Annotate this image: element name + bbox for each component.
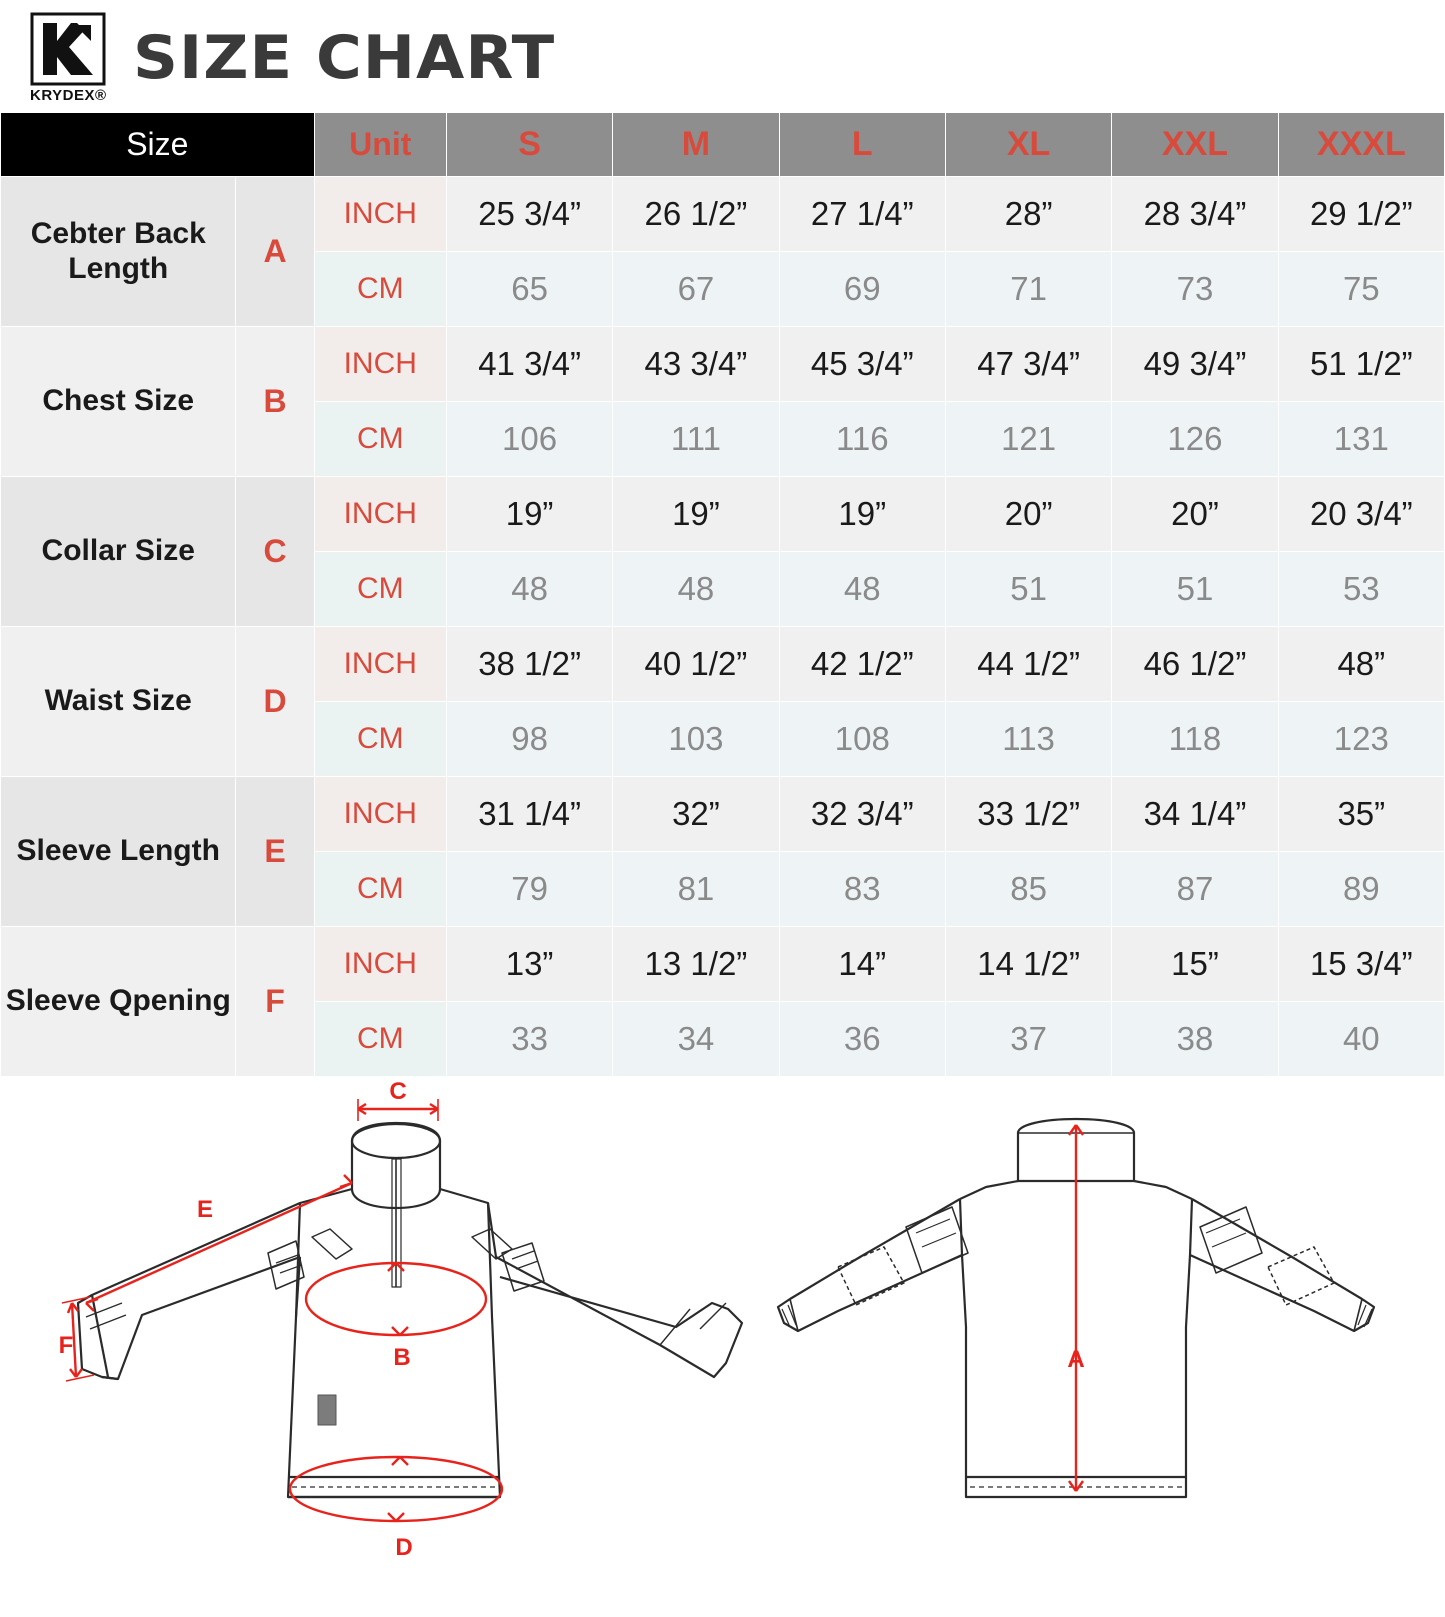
unit-cm: CM bbox=[314, 702, 446, 777]
cell-f-cm-xxxl: 40 bbox=[1278, 1002, 1444, 1077]
marker-label-e: E bbox=[196, 1196, 214, 1223]
cell-f-cm-xl: 37 bbox=[945, 1002, 1111, 1077]
cell-a-inch-xxxl: 29 1/2” bbox=[1278, 177, 1444, 252]
cell-e-inch-l: 32 3/4” bbox=[779, 777, 945, 852]
cell-f-inch-xxxl: 15 3/4” bbox=[1278, 927, 1444, 1002]
cell-a-inch-l: 27 1/4” bbox=[779, 177, 945, 252]
unit-inch: INCH bbox=[314, 477, 446, 552]
front-view-garment bbox=[78, 1123, 742, 1497]
row-letter-b: B bbox=[236, 327, 314, 477]
cell-d-cm-xl: 113 bbox=[945, 702, 1111, 777]
cell-f-inch-xl: 14 1/2” bbox=[945, 927, 1111, 1002]
diagram-svg bbox=[0, 1077, 1445, 1617]
row-label-center-back-length: Cebter Back Length bbox=[1, 177, 236, 327]
cell-c-inch-xl: 20” bbox=[945, 477, 1111, 552]
cell-a-cm-s: 65 bbox=[446, 252, 612, 327]
table-row bbox=[1, 177, 1445, 252]
cell-b-inch-xxl: 49 3/4” bbox=[1112, 327, 1278, 402]
cell-b-cm-l: 116 bbox=[779, 402, 945, 477]
row-letter-d: D bbox=[236, 627, 314, 777]
table-row bbox=[1, 327, 1445, 402]
cell-b-cm-s: 106 bbox=[446, 402, 612, 477]
cell-c-inch-xxxl: 20 3/4” bbox=[1278, 477, 1444, 552]
cell-b-cm-m: 111 bbox=[613, 402, 779, 477]
cell-d-inch-l: 42 1/2” bbox=[779, 627, 945, 702]
header-size-l: L bbox=[779, 113, 945, 177]
cell-d-cm-m: 103 bbox=[613, 702, 779, 777]
header-size-xxl: XXL bbox=[1112, 113, 1278, 177]
cell-b-cm-xxxl: 131 bbox=[1278, 402, 1444, 477]
cell-a-inch-xl: 28” bbox=[945, 177, 1111, 252]
cell-d-cm-s: 98 bbox=[446, 702, 612, 777]
table-row bbox=[1, 627, 1445, 702]
cell-f-cm-m: 34 bbox=[613, 1002, 779, 1077]
cell-d-inch-s: 38 1/2” bbox=[446, 627, 612, 702]
cell-f-inch-m: 13 1/2” bbox=[613, 927, 779, 1002]
unit-cm: CM bbox=[314, 852, 446, 927]
brand-logo bbox=[30, 13, 107, 104]
cell-c-inch-m: 19” bbox=[613, 477, 779, 552]
size-chart-table bbox=[0, 112, 1445, 1077]
cell-b-inch-l: 45 3/4” bbox=[779, 327, 945, 402]
table-row bbox=[1, 477, 1445, 552]
cell-f-inch-l: 14” bbox=[779, 927, 945, 1002]
cell-d-cm-xxxl: 123 bbox=[1278, 702, 1444, 777]
cell-c-cm-xxxl: 53 bbox=[1278, 552, 1444, 627]
cell-e-inch-s: 31 1/4” bbox=[446, 777, 612, 852]
row-label-chest-size: Chest Size bbox=[1, 327, 236, 477]
cell-e-cm-l: 83 bbox=[779, 852, 945, 927]
marker-label-f: F bbox=[58, 1332, 74, 1359]
page-title: SIZE CHART bbox=[132, 23, 555, 93]
unit-cm: CM bbox=[314, 402, 446, 477]
unit-inch: INCH bbox=[314, 327, 446, 402]
cell-c-cm-m: 48 bbox=[613, 552, 779, 627]
row-label-sleeve-opening: Sleeve Qpening bbox=[1, 927, 236, 1077]
cell-a-inch-s: 25 3/4” bbox=[446, 177, 612, 252]
row-letter-e: E bbox=[236, 777, 314, 927]
cell-c-cm-l: 48 bbox=[779, 552, 945, 627]
unit-inch: INCH bbox=[314, 177, 446, 252]
cell-d-cm-l: 108 bbox=[779, 702, 945, 777]
row-letter-c: C bbox=[236, 477, 314, 627]
cell-d-inch-xxl: 46 1/2” bbox=[1112, 627, 1278, 702]
brand-name: KRYDEX® bbox=[30, 86, 107, 104]
header-size-xxxl: XXXL bbox=[1278, 113, 1444, 177]
cell-a-cm-m: 67 bbox=[613, 252, 779, 327]
page-header bbox=[0, 0, 1445, 112]
header-size-s: S bbox=[446, 113, 612, 177]
cell-b-cm-xl: 121 bbox=[945, 402, 1111, 477]
cell-a-cm-xxxl: 75 bbox=[1278, 252, 1444, 327]
table-row bbox=[1, 777, 1445, 852]
cell-b-cm-xxl: 126 bbox=[1112, 402, 1278, 477]
cell-f-cm-s: 33 bbox=[446, 1002, 612, 1077]
cell-c-inch-s: 19” bbox=[446, 477, 612, 552]
cell-f-inch-s: 13” bbox=[446, 927, 612, 1002]
cell-e-cm-s: 79 bbox=[446, 852, 612, 927]
cell-c-inch-l: 19” bbox=[779, 477, 945, 552]
header-size-xl: XL bbox=[945, 113, 1111, 177]
back-marker-labels bbox=[1067, 1346, 1084, 1373]
cell-a-cm-xl: 71 bbox=[945, 252, 1111, 327]
front-measure-lines bbox=[62, 1099, 502, 1521]
cell-a-inch-xxl: 28 3/4” bbox=[1112, 177, 1278, 252]
cell-f-inch-xxl: 15” bbox=[1112, 927, 1278, 1002]
cell-b-inch-s: 41 3/4” bbox=[446, 327, 612, 402]
cell-e-cm-xl: 85 bbox=[945, 852, 1111, 927]
cell-e-cm-xxl: 87 bbox=[1112, 852, 1278, 927]
cell-b-inch-m: 43 3/4” bbox=[613, 327, 779, 402]
cell-d-inch-m: 40 1/2” bbox=[613, 627, 779, 702]
unit-inch: INCH bbox=[314, 627, 446, 702]
cell-e-inch-xxl: 34 1/4” bbox=[1112, 777, 1278, 852]
cell-b-inch-xxxl: 51 1/2” bbox=[1278, 327, 1444, 402]
row-label-waist-size: Waist Size bbox=[1, 627, 236, 777]
unit-cm: CM bbox=[314, 552, 446, 627]
cell-b-inch-xl: 47 3/4” bbox=[945, 327, 1111, 402]
cell-d-cm-xxl: 118 bbox=[1112, 702, 1278, 777]
garment-measurement-diagram bbox=[0, 1077, 1445, 1617]
header-size-label: Size bbox=[1, 113, 315, 177]
registered-mark: ® bbox=[94, 86, 107, 104]
cell-e-inch-xl: 33 1/2” bbox=[945, 777, 1111, 852]
cell-a-cm-xxl: 73 bbox=[1112, 252, 1278, 327]
cell-d-inch-xxxl: 48” bbox=[1278, 627, 1444, 702]
cell-c-cm-s: 48 bbox=[446, 552, 612, 627]
marker-label-a: A bbox=[1067, 1346, 1085, 1373]
marker-label-c: C bbox=[389, 1078, 407, 1105]
cell-a-cm-l: 69 bbox=[779, 252, 945, 327]
cell-c-cm-xl: 51 bbox=[945, 552, 1111, 627]
unit-inch: INCH bbox=[314, 777, 446, 852]
cell-e-cm-xxxl: 89 bbox=[1278, 852, 1444, 927]
row-letter-a: A bbox=[236, 177, 314, 327]
row-label-sleeve-length: Sleeve Length bbox=[1, 777, 236, 927]
marker-label-b: B bbox=[393, 1344, 411, 1371]
cell-c-cm-xxl: 51 bbox=[1112, 552, 1278, 627]
row-letter-f: F bbox=[236, 927, 314, 1077]
marker-label-d: D bbox=[395, 1534, 413, 1561]
header-size-m: M bbox=[613, 113, 779, 177]
krydex-k-logo-icon bbox=[31, 13, 105, 85]
header-unit-label: Unit bbox=[314, 113, 446, 177]
cell-d-inch-xl: 44 1/2” bbox=[945, 627, 1111, 702]
cell-f-cm-xxl: 38 bbox=[1112, 1002, 1278, 1077]
unit-cm: CM bbox=[314, 252, 446, 327]
cell-e-cm-m: 81 bbox=[613, 852, 779, 927]
cell-c-inch-xxl: 20” bbox=[1112, 477, 1278, 552]
row-label-collar-size: Collar Size bbox=[1, 477, 236, 627]
cell-e-inch-xxxl: 35” bbox=[1278, 777, 1444, 852]
cell-f-cm-l: 36 bbox=[779, 1002, 945, 1077]
table-header-row bbox=[1, 113, 1445, 177]
cell-a-inch-m: 26 1/2” bbox=[613, 177, 779, 252]
cell-e-inch-m: 32” bbox=[613, 777, 779, 852]
table-row bbox=[1, 927, 1445, 1002]
unit-cm: CM bbox=[314, 1002, 446, 1077]
unit-inch: INCH bbox=[314, 927, 446, 1002]
